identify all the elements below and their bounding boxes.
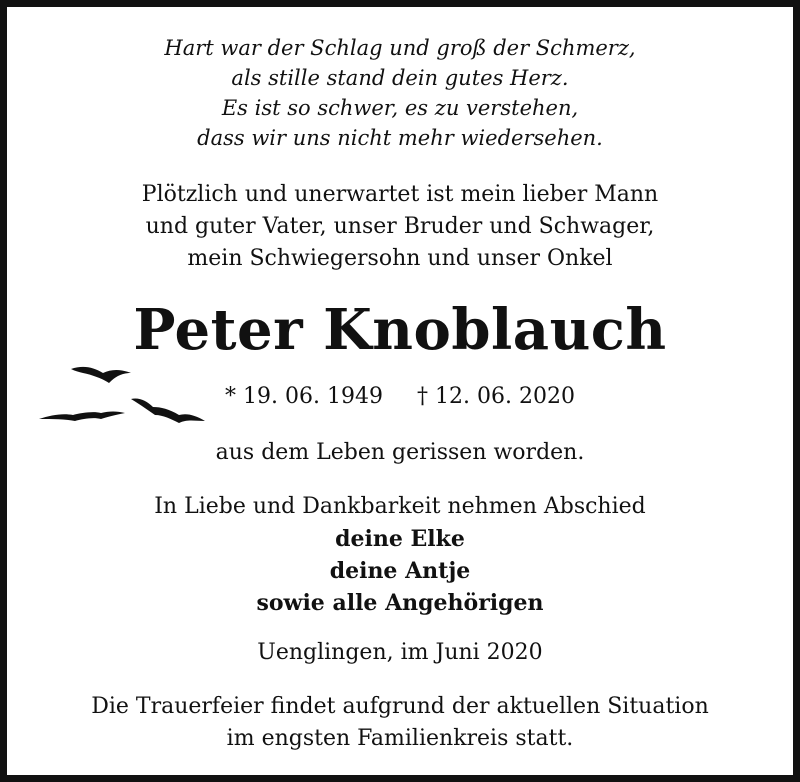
intro-line: und guter Vater, unser Bruder und Schwager, [145, 214, 655, 239]
mourner: sowie alle Angehörigen [256, 590, 544, 616]
poem-line: als stille stand dein gutes Herz. [231, 66, 569, 90]
mourner: deine Antje [329, 558, 471, 584]
death-date: † 12. 06. 2020 [417, 384, 575, 409]
funeral-line: im engsten Familienkreis statt. [226, 726, 574, 751]
deceased-name: Peter Knoblauch [133, 297, 667, 363]
intro-line: mein Schwiegersohn und unser Onkel [187, 246, 613, 271]
poem-line: dass wir uns nicht mehr wiedersehen. [197, 126, 603, 150]
poem [7, 33, 793, 153]
funeral-line: Die Trauerfeier findet aufgrund der aktuellen Situation [91, 694, 709, 719]
place-date: Uenglingen, im Juni 2020 [257, 640, 543, 665]
announcement-intro [7, 179, 793, 275]
birth-date: * 19. 06. 1949 [225, 384, 383, 409]
life-dates [7, 381, 793, 413]
passing-text: aus dem Leben gerissen worden. [215, 440, 585, 465]
poem-line: Hart war der Schlag und groß der Schmerz, [164, 36, 636, 60]
funeral-notice [7, 691, 793, 755]
mourner: deine Elke [335, 526, 465, 552]
intro-line: Plötzlich und unerwartet ist mein lieber Mann [141, 182, 659, 207]
poem-line: Es ist so schwer, es zu verstehen, [221, 96, 579, 120]
farewell-intro: In Liebe und Dankbarkeit nehmen Abschied [154, 494, 646, 519]
farewell [7, 491, 793, 619]
